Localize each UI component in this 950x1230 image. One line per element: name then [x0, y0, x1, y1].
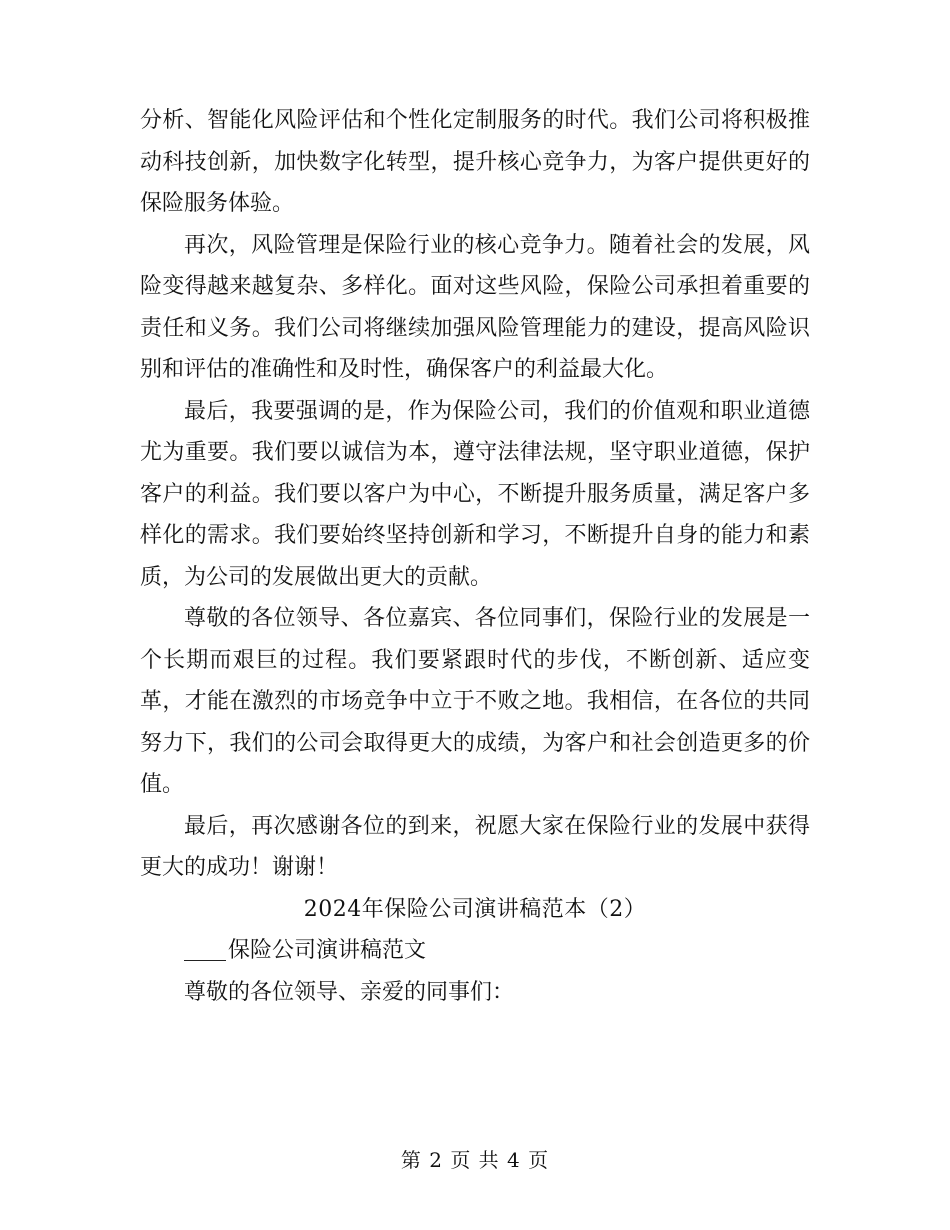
- fill-in-blank: [184, 938, 226, 961]
- paragraph-values-ethics: 最后，我要强调的是，作为保险公司，我们的价值观和职业道德尤为重要。我们要以诚信为本，遵守法律法规，坚守职业道德，保护客户的利益。我们要以客户为中心，不断提升服务质量，满足客户多样化的需求。我们要始终坚持创新和学习，不断提升自身的能力和素质，为公司的发展做出更大的贡献。: [140, 398, 810, 590]
- paragraph-closing-thanks: 最后，再次感谢各位的到来，祝愿大家在保险行业的发展中获得更大的成功！谢谢！: [140, 813, 810, 880]
- paragraph-continued: 分析、智能化风险评估和个性化定制服务的时代。我们公司将积极推动科技创新，加快数字化转型，提升核心竞争力，为客户提供更好的保险服务体验。: [140, 108, 810, 216]
- document-body: [140, 100, 810, 1013]
- page-number-footer: 第 2 页 共 4 页: [400, 1148, 550, 1172]
- salutation: 尊敬的各位领导、亲爱的同事们：: [184, 979, 515, 1005]
- subtitle-line: [140, 930, 810, 972]
- paragraph-industry-development: 尊敬的各位领导、各位嘉宾、各位同事们，保险行业的发展是一个长期而艰巨的过程。我们要紧跟时代的步伐，不断创新、适应变革，才能在激烈的市场竞争中立于不败之地。我相信，在各位的共同努力下，我们的公司会取得更大的成绩，为客户和社会创造更多的价值。: [140, 606, 810, 797]
- subtitle-text: 保险公司演讲稿范文: [228, 938, 427, 963]
- paragraph-risk-management: 再次，风险管理是保险行业的核心竞争力。随着社会的发展，风险变得越来越复杂、多样化。面对这些风险，保险公司承担着重要的责任和义务。我们公司将继续加强风险管理能力的建设，提高风险识别和评估的准确性和及时性，确保客户的利益最大化。: [140, 232, 810, 382]
- section-title: 2024年保险公司演讲稿范本（2）: [303, 896, 647, 922]
